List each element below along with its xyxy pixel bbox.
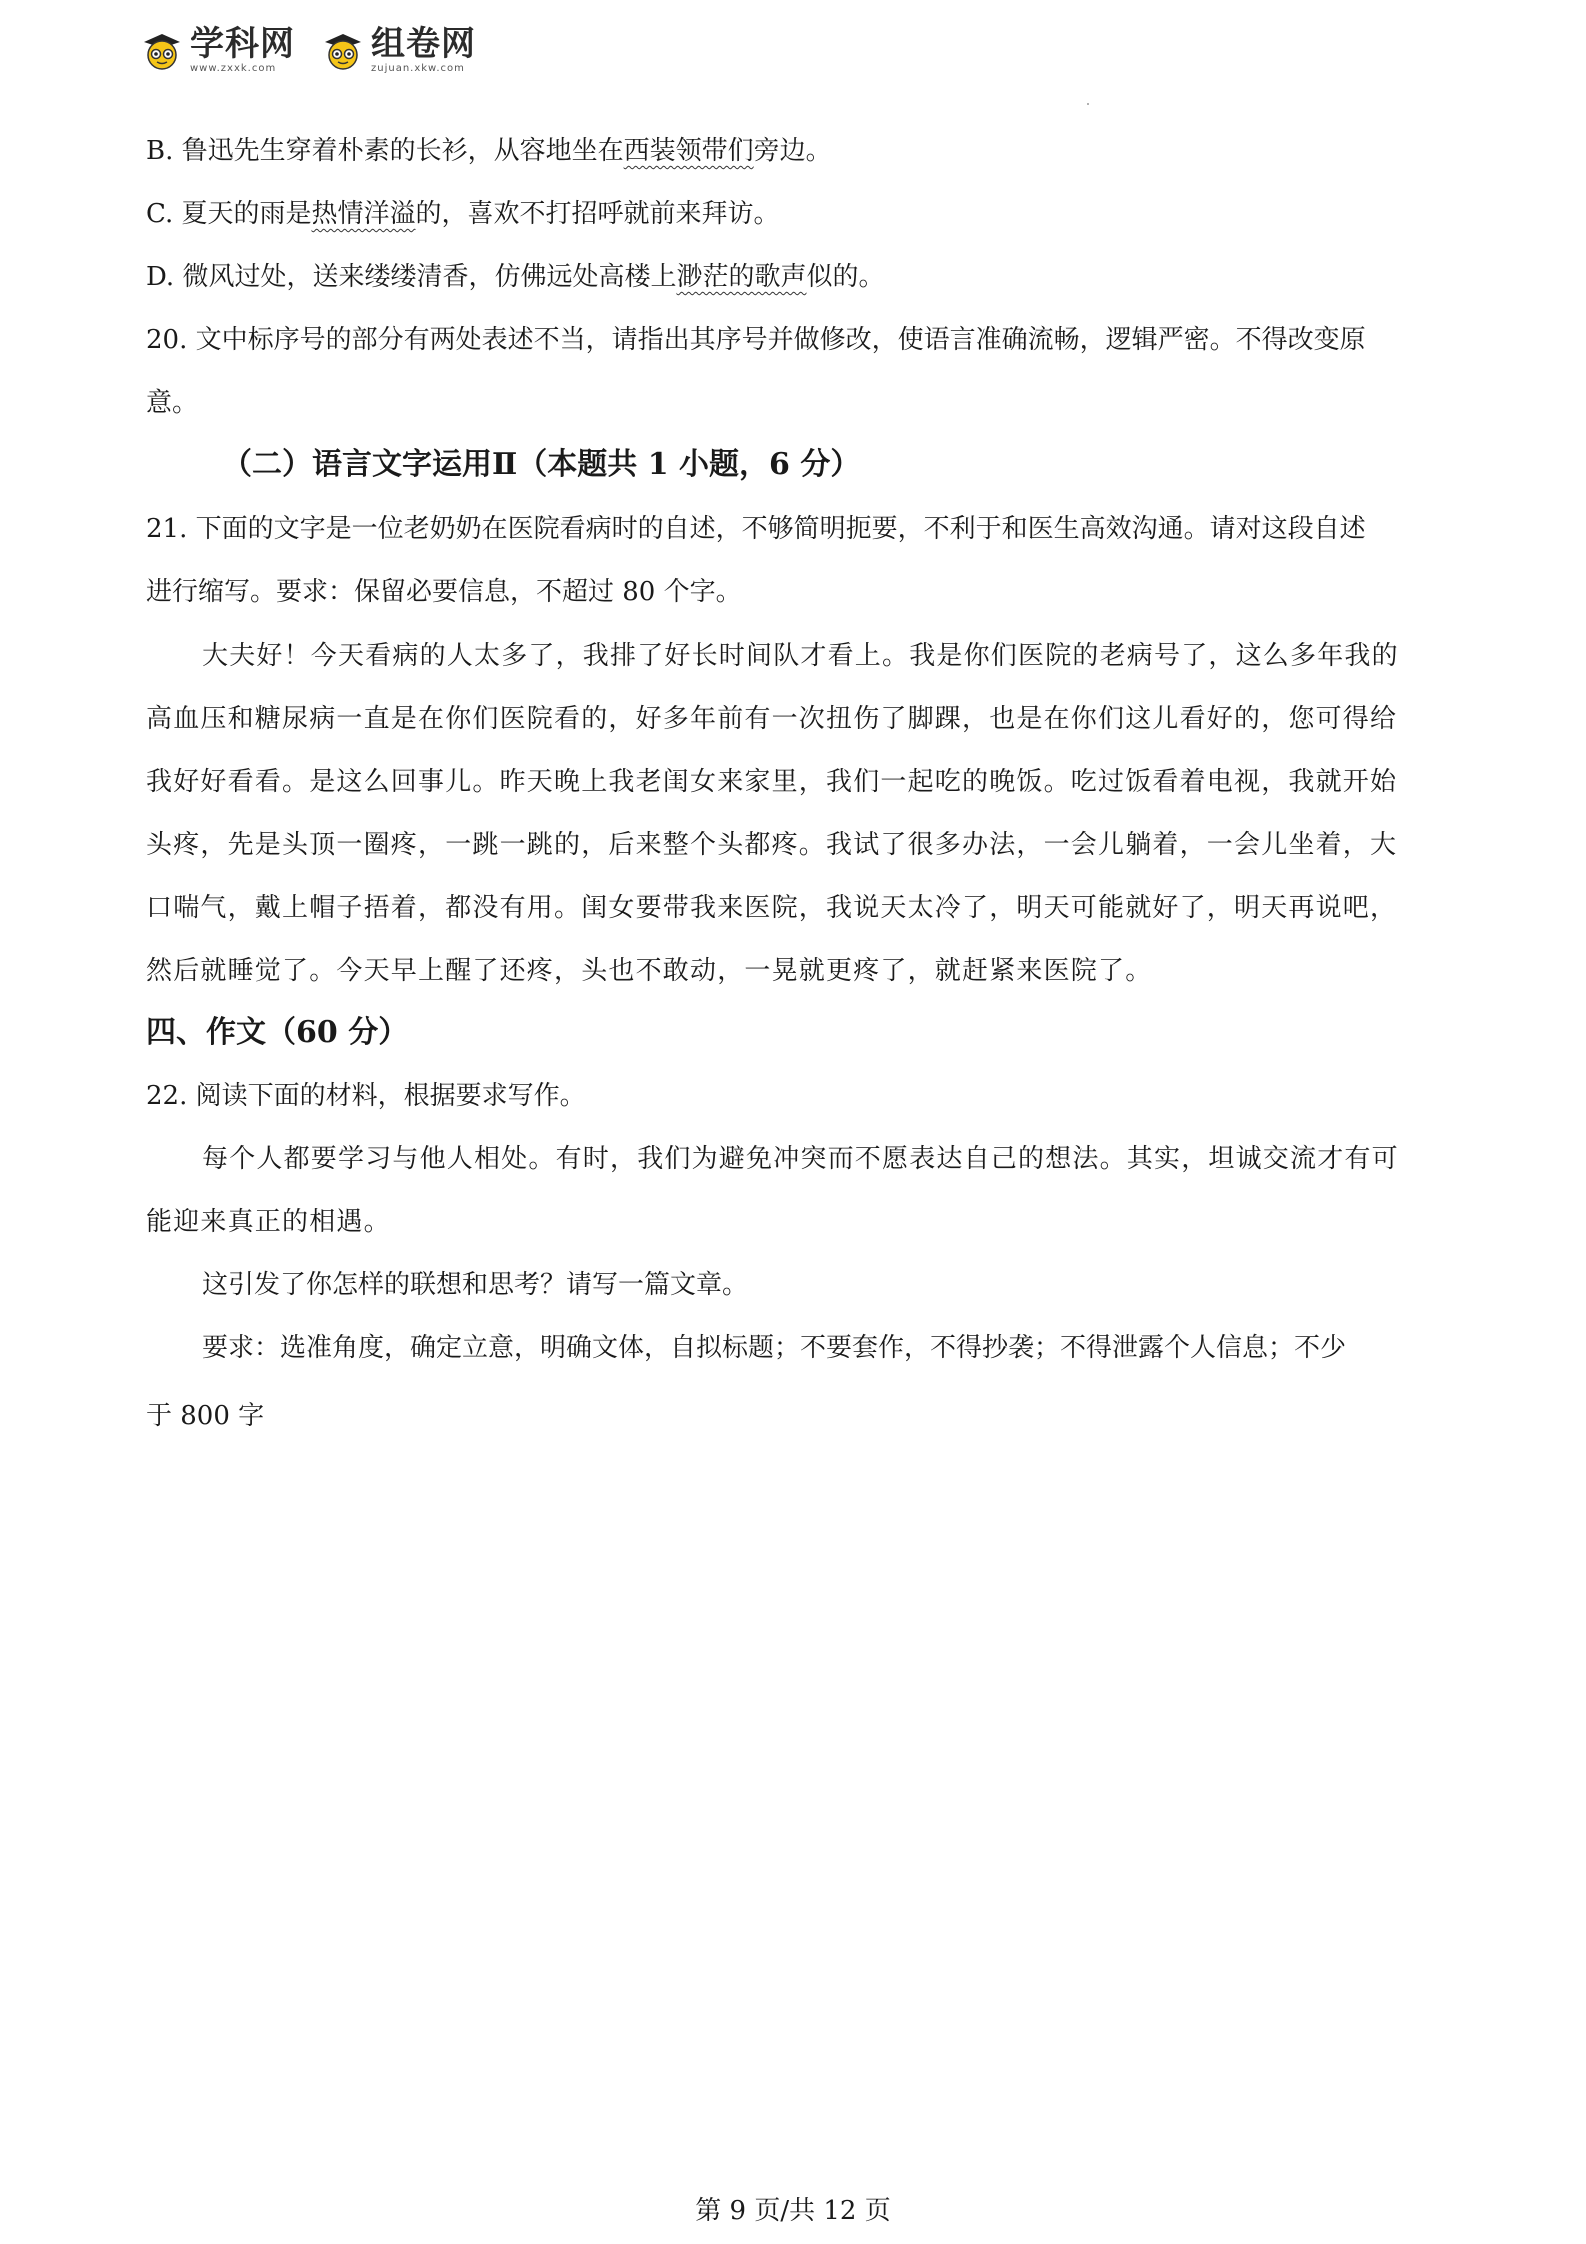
mascot-icon [140, 28, 184, 72]
option-b-text: B. 鲁迅先生穿着朴素的长衫，从容地坐在 [146, 136, 624, 166]
option-d [146, 261, 1456, 293]
question-21-line2: 进行缩写。要求：保留必要信息，不超过 80 个字。 [146, 577, 742, 607]
passage-line-1: 大夫好！今天看病的人太多了，我排了好长时间队才看上。我是你们医院的老病号了，这么多年我的 [202, 641, 1399, 671]
option-c [146, 198, 1456, 230]
section-heading-4: 四、作文（60 分） [146, 1015, 409, 1050]
site-header [140, 20, 476, 80]
option-d-text-end: 似的。 [806, 262, 885, 292]
passage-line-4: 头疼，先是头顶一圈疼，一跳一跳的，后来整个头都疼。我试了很多办法，一会儿躺着，一会儿坐着，大 [146, 830, 1398, 860]
logo-zujuanwang[interactable] [321, 23, 476, 74]
scan-dot [1087, 103, 1089, 105]
option-c-marked: 热情洋溢 [311, 199, 416, 229]
logo-url: zujuan.xkw.com [371, 62, 465, 74]
requirements-line-2: 于 800 字 [146, 1401, 265, 1431]
passage-line-6: 然后就睡觉了。今天早上醒了还疼，头也不敢动，一晃就更疼了，就赶紧来医院了。 [146, 956, 1153, 986]
passage-line-5: 口喘气，戴上帽子捂着，都没有用。闺女要带我来医院，我说天太冷了，明天可能就好了，明天再说吧， [146, 893, 1398, 923]
requirements-line-1: 要求：选准角度，确定立意，明确文体，自拟标题；不要套作，不得抄袭；不得泄露个人信息；不少 [202, 1333, 1347, 1363]
page-number: 第 9 页/共 12 页 [695, 2196, 891, 2226]
option-b-marked: 西装领带们 [623, 136, 754, 166]
writing-prompt: 这引发了你怎样的联想和思考？请写一篇文章。 [202, 1270, 749, 1300]
mascot-icon [321, 28, 365, 72]
option-c-text-end: 的，喜欢不打招呼就前来拜访。 [415, 199, 780, 229]
logo-name: 组卷网 [371, 23, 476, 64]
question-20-line2: 意。 [146, 388, 199, 418]
question-20-line1: 20. 文中标序号的部分有两处表述不当，请指出其序号并做修改，使语言准确流畅，逻辑严密。不得改变原 [146, 325, 1366, 355]
option-b-text-end: 旁边。 [753, 136, 832, 166]
passage-line-3: 我好好看看。是这么回事儿。昨天晚上我老闺女来家里，我们一起吃的晚饭。吃过饭看着电视，我就开始 [146, 767, 1398, 797]
option-d-marked: 渺茫的歌声 [676, 262, 807, 292]
question-21-line1: 21. 下面的文字是一位老奶奶在医院看病时的自述，不够简明扼要，不利于和医生高效沟通。请对这段自述 [146, 514, 1366, 544]
logo-url: www.zxxk.com [190, 62, 277, 74]
logo-xuekewang[interactable] [140, 23, 295, 74]
section-heading-2: （二）语言文字运用Ⅱ（本题共 1 小题，6 分） [222, 447, 861, 482]
passage-line-2: 高血压和糖尿病一直是在你们医院看的，好多年前有一次扭伤了脚踝，也是在你们这儿看好的，您可得给 [146, 704, 1398, 734]
logo-name: 学科网 [190, 23, 295, 64]
question-22: 22. 阅读下面的材料，根据要求写作。 [146, 1081, 586, 1111]
option-b [146, 135, 1456, 167]
material-line-2: 能迎来真正的相遇。 [146, 1207, 391, 1237]
material-line-1: 每个人都要学习与他人相处。有时，我们为避免冲突而不愿表达自己的想法。其实，坦诚交流才有可 [202, 1144, 1399, 1174]
option-c-text: C. 夏天的雨是 [146, 199, 312, 229]
option-d-text: D. 微风过处，送来缕缕清香，仿佛远处高楼上 [146, 262, 677, 292]
